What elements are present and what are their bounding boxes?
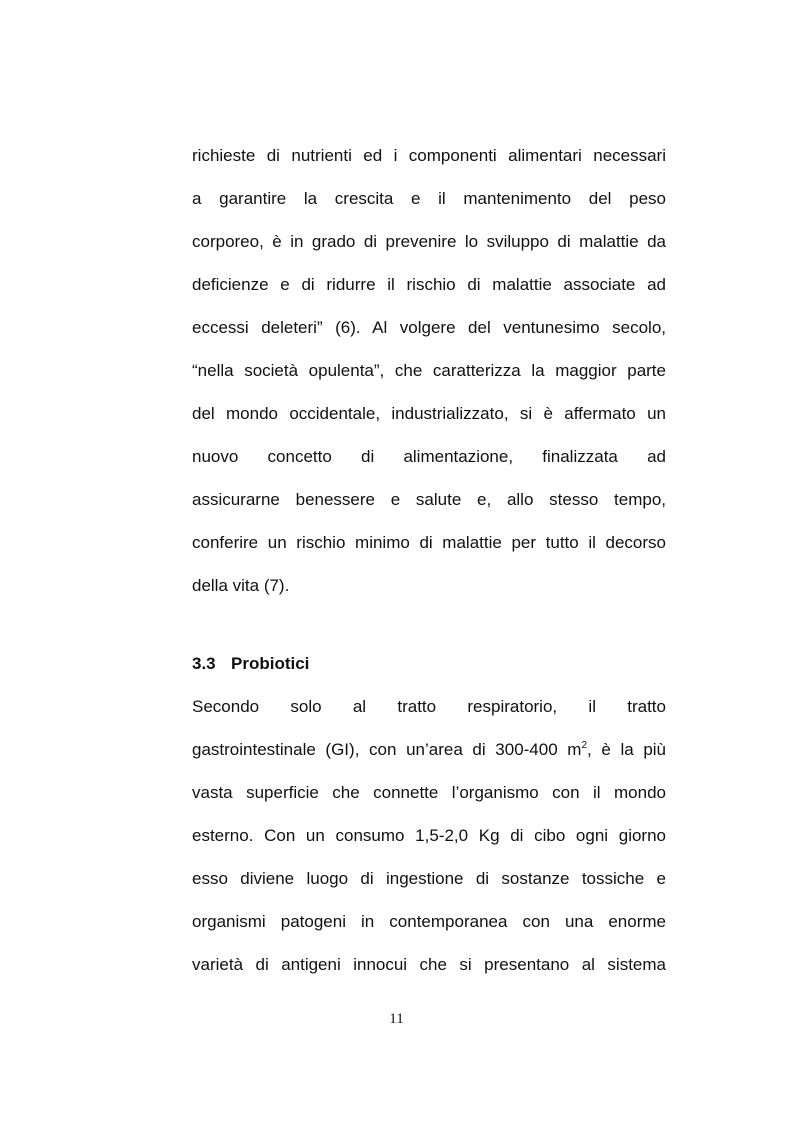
text-line: organismi patogeni in contemporanea con una enorme: [192, 912, 666, 931]
paragraph-diet-concept: [192, 146, 666, 619]
text-line: a garantire la crescita e il mantenimento del peso: [192, 189, 666, 208]
text-line: nuovo concetto di alimentazione, finalizzata ad: [192, 447, 666, 466]
text-line: vasta superficie che connette l’organismo con il mondo: [192, 783, 666, 802]
page-number: 11: [389, 1011, 404, 1027]
text-line: Secondo solo al tratto respiratorio, il tratto: [192, 697, 666, 716]
text-line-with-superscript: [192, 740, 666, 783]
text-line: deficienze e di ridurre il rischio di malattie associate ad: [192, 275, 666, 294]
superscript-exponent: 2: [581, 740, 588, 751]
text-line: esterno. Con un consumo 1,5-2,0 Kg di cibo ogni giorno: [192, 826, 666, 845]
text-segment: gastrointestinale (GI), con un’area di 300-400 m: [192, 740, 582, 759]
text-line: eccessi deleteri” (6). Al volgere del ventunesimo secolo,: [192, 318, 666, 337]
text-line: della vita (7).: [192, 576, 290, 595]
section-title: Probiotici: [231, 654, 310, 673]
text-line: “nella società opulenta”, che caratterizza la maggior parte: [192, 361, 666, 380]
text-line: del mondo occidentale, industrializzato, si è affermato un: [192, 404, 666, 423]
section-number: 3.3: [192, 654, 216, 673]
section-heading: [192, 654, 309, 674]
paragraph-probiotics: [192, 697, 666, 998]
text-line: richieste di nutrienti ed i componenti alimentari necessari: [192, 146, 666, 165]
text-line: varietà di antigeni innocui che si presentano al sistema: [192, 955, 666, 974]
text-line: corporeo, è in grado di prevenire lo sviluppo di malattie da: [192, 232, 666, 251]
text-line: esso diviene luogo di ingestione di sostanze tossiche e: [192, 869, 666, 888]
text-line: conferire un rischio minimo di malattie per tutto il decorso: [192, 533, 666, 552]
text-segment: , è la più: [587, 740, 667, 759]
text-line: assicurarne benessere e salute e, allo stesso tempo,: [192, 490, 666, 509]
